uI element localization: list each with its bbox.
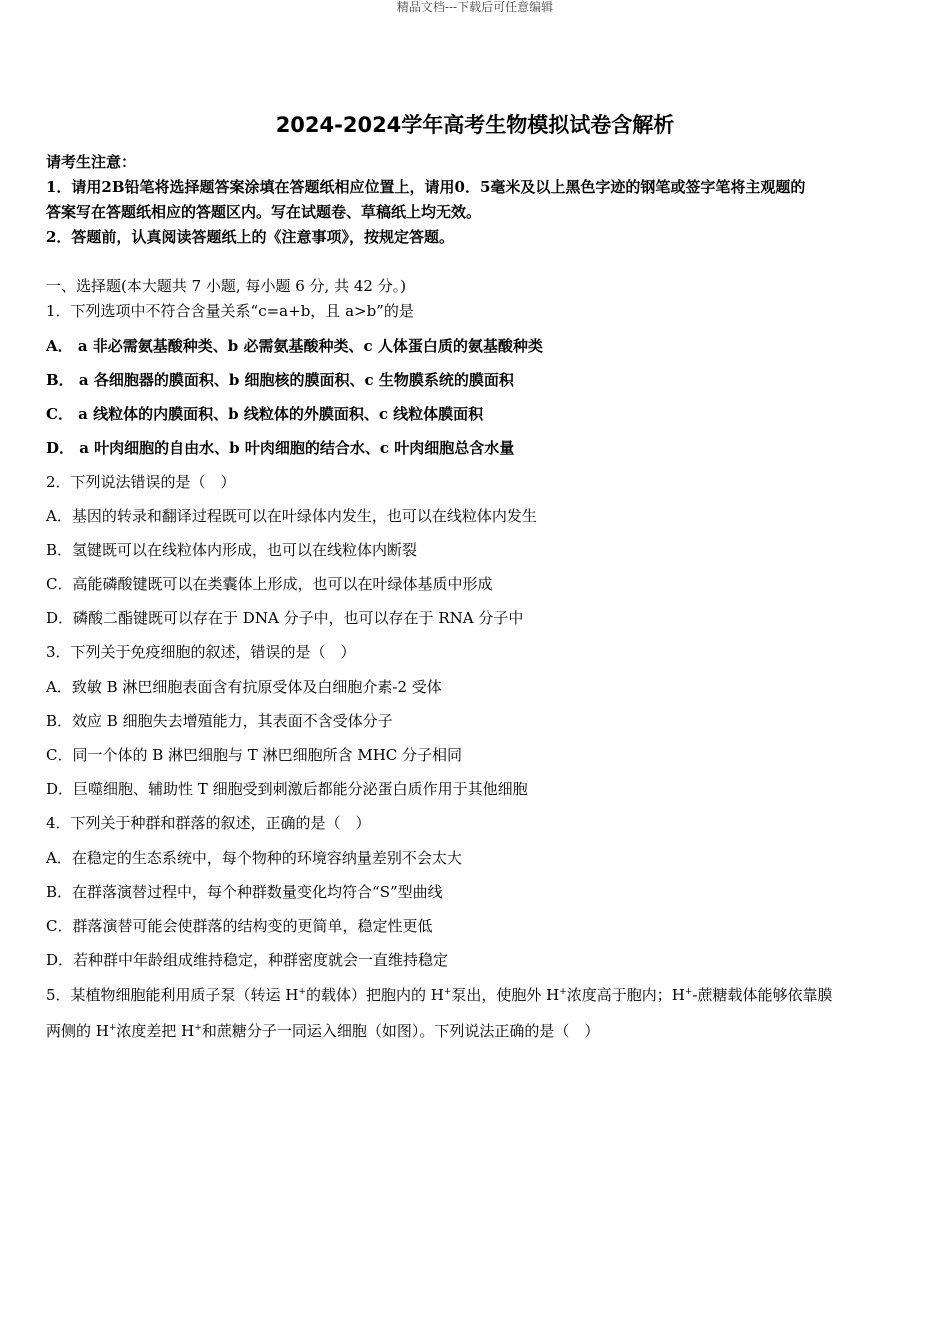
notice-item-1-line-2: 答案写在答题纸相应的答题区内。写在试题卷、草稿纸上均无效。 [46, 203, 482, 221]
superscript-plus: + [298, 987, 306, 997]
page-title: 2024-2024学年高考生物模拟试卷含解析 [275, 113, 675, 137]
q1-option-a: A． a 非必需氨基酸种类、b 必需氨基酸种类、c 人体蛋白质的氨基酸种类 [46, 337, 543, 355]
q5-stem-line-1 [46, 985, 916, 1005]
q4-option-a: A．在稳定的生态系统中，每个物种的环境容纳量差别不会太大 [46, 849, 462, 867]
q3-option-c: C．同一个体的 B 淋巴细胞与 T 淋巴细胞所含 MHC 分子相同 [46, 746, 463, 764]
q4-option-c: C．群落演替可能会使群落的结构变的更简单，稳定性更低 [46, 917, 433, 935]
superscript-plus: + [559, 987, 567, 997]
q5-text-1c: 泵出，使胞外 H [451, 986, 560, 1004]
notice-heading: 请考生注意： [46, 153, 137, 171]
watermark-text: 精品文档---下载后可任意编辑 [396, 0, 554, 14]
q2-option-d: D．磷酸二酯键既可以存在于 DNA 分子中，也可以存在于 RNA 分子中 [46, 609, 524, 627]
notice-item-2: 2．答题前，认真阅读答题纸上的《注意事项》，按规定答题。 [46, 228, 454, 246]
q1-option-c: C． a 线粒体的内膜面积、b 线粒体的外膜面积、c 线粒体膜面积 [46, 405, 484, 423]
q3-option-b: B．效应 B 细胞失去增殖能力，其表面不含受体分子 [46, 712, 393, 730]
q2-option-c: C．高能磷酸键既可以在类囊体上形成，也可以在叶绿体基质中形成 [46, 575, 493, 593]
q5-text-2b: 浓度差把 H [116, 1022, 195, 1040]
q3-option-a: A．致敏 B 淋巴细胞表面含有抗原受体及白细胞介素-2 受体 [46, 678, 442, 696]
q2-option-a: A．基因的转录和翻译过程既可以在叶绿体内发生，也可以在线粒体内发生 [46, 507, 537, 525]
q5-text-1e: -蔗糖载体能够依靠膜 [692, 986, 833, 1004]
q1-option-b: B． a 各细胞器的膜面积、b 细胞核的膜面积、c 生物膜系统的膜面积 [46, 371, 514, 389]
q3-stem: 3．下列关于免疫细胞的叙述，错误的是（ ） [46, 643, 356, 661]
notice-item-1-line-1: 1．请用2B铅笔将选择题答案涂填在答题纸相应位置上，请用0．5毫米及以上黑色字迹的钢笔或签字笔将主观题的 [46, 178, 806, 196]
superscript-plus: + [684, 987, 693, 997]
q4-option-d: D．若种群中年龄组成维持稳定，种群密度就会一直维持稳定 [46, 951, 449, 969]
superscript-plus: + [194, 1023, 202, 1033]
section-heading: 一、选择题(本大题共 7 小题, 每小题 6 分, 共 42 分。) [46, 277, 407, 295]
q3-option-d: D．巨噬细胞、辅助性 T 细胞受到刺激后都能分泌蛋白质作用于其他细胞 [46, 780, 528, 798]
q1-stem: 1．下列选项中不符合含量关系“c=a+b，且 a>b”的是 [46, 302, 414, 320]
q4-option-b: B．在群落演替过程中，每个种群数量变化均符合“S”型曲线 [46, 883, 443, 901]
q5-text-1d: 浓度高于胞内；H [566, 986, 685, 1004]
q5-text-2c: 和蔗糖分子一同运入细胞（如图）。下列说法正确的是（ ） [201, 1022, 600, 1040]
q5-text-2a: 两侧的 H [46, 1022, 109, 1040]
superscript-plus: + [108, 1023, 117, 1033]
q5-text-1a: 5．某植物细胞能利用质子泵（转运 H [46, 986, 299, 1004]
q2-option-b: B．氢键既可以在线粒体内形成，也可以在线粒体内断裂 [46, 541, 418, 559]
q1-option-d: D． a 叶肉细胞的自由水、b 叶肉细胞的结合水、c 叶肉细胞总含水量 [46, 439, 515, 457]
q4-stem: 4．下列关于种群和群落的叙述，正确的是（ ） [46, 814, 371, 832]
q5-stem-line-2 [46, 1021, 916, 1041]
superscript-plus: + [443, 987, 452, 997]
q2-stem: 2．下列说法错误的是（ ） [46, 473, 236, 491]
q5-text-1b: 的载体）把胞内的 H [305, 986, 444, 1004]
